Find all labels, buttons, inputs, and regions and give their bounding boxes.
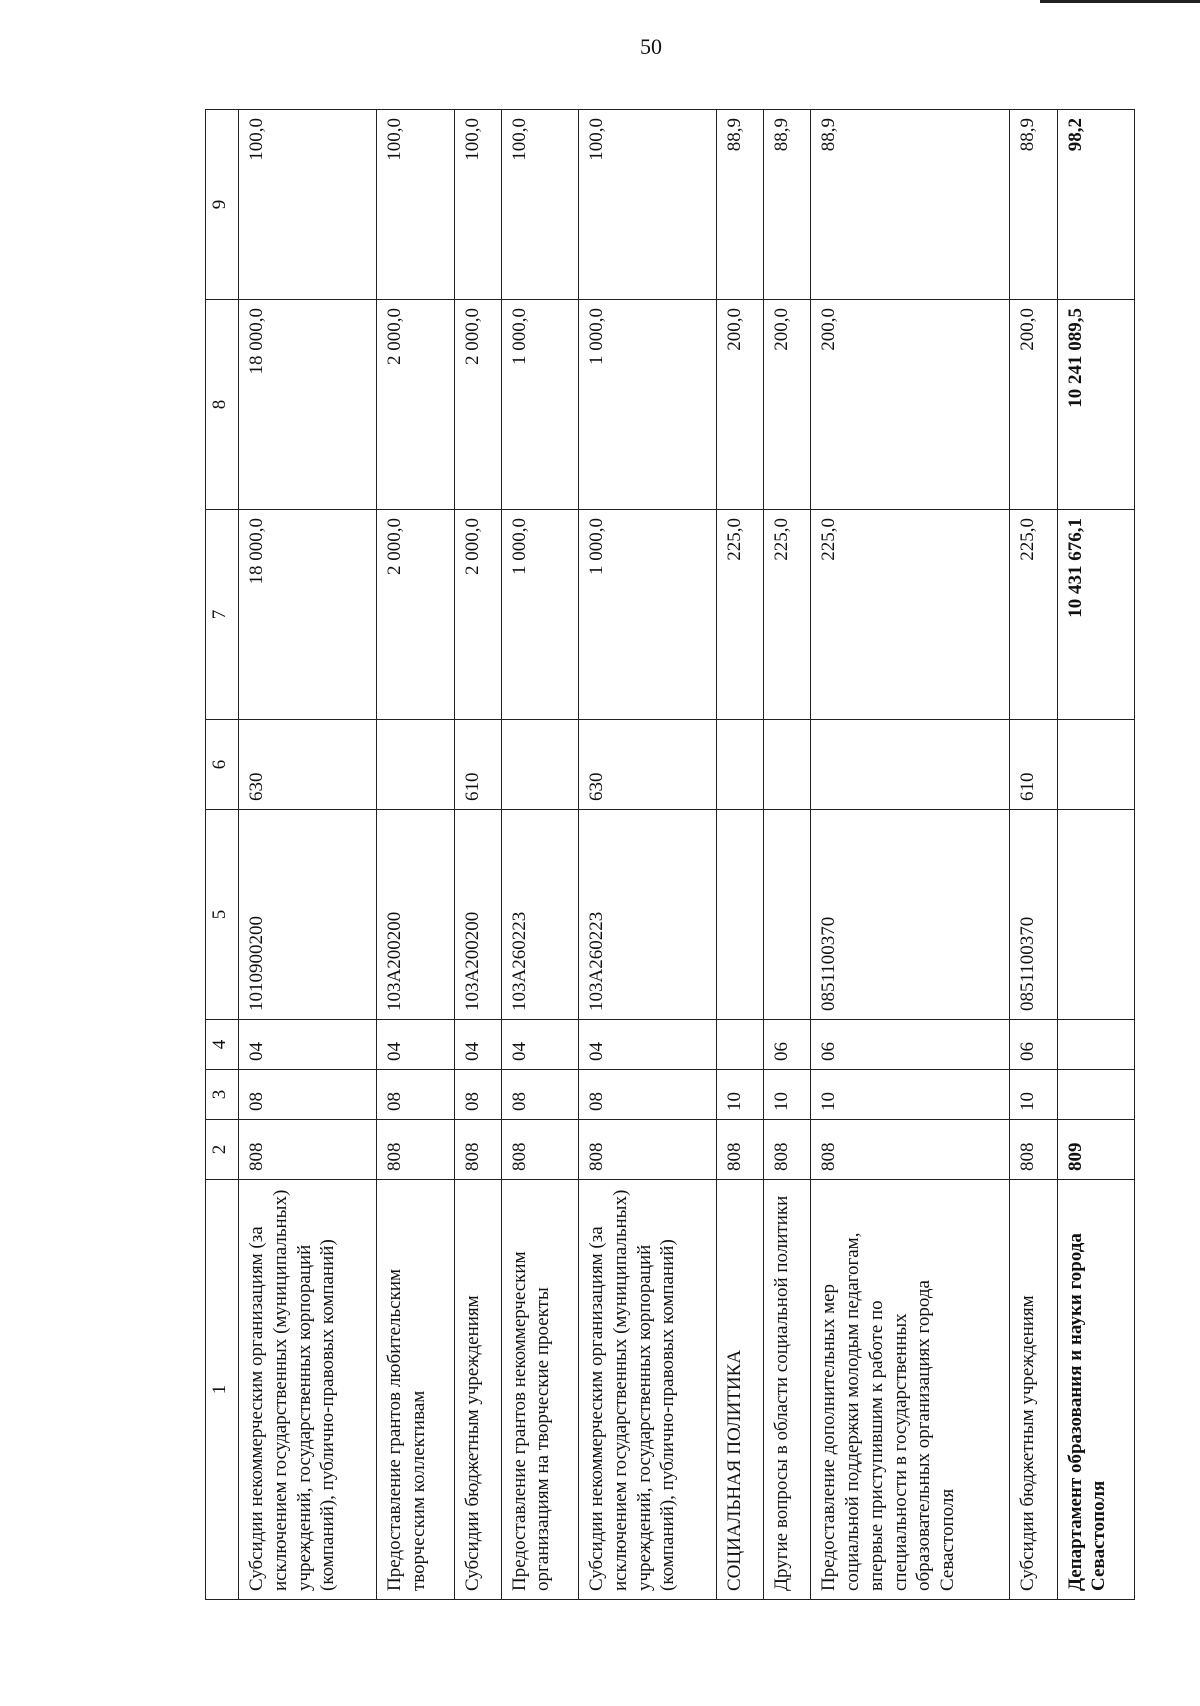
row-name: СОЦИАЛЬНАЯ ПОЛИТИКА <box>717 1180 764 1600</box>
table-row <box>454 110 501 1600</box>
cell-ministry: 809 <box>1057 1120 1135 1180</box>
cell-planned: 225,0 <box>764 510 811 720</box>
cell-ministry: 808 <box>239 1120 377 1180</box>
cell-executed: 200,0 <box>811 300 1010 510</box>
cell-section: 08 <box>579 1070 717 1120</box>
cell-subsection: 06 <box>1010 1020 1057 1070</box>
header-col-9: 9 <box>206 110 239 300</box>
table-row <box>377 110 454 1600</box>
cell-percent: 88,9 <box>1010 110 1057 300</box>
cell-expense-type: 630 <box>579 720 717 810</box>
cell-percent: 88,9 <box>764 110 811 300</box>
cell-ministry: 808 <box>764 1120 811 1180</box>
cell-subsection: 04 <box>377 1020 454 1070</box>
cell-ministry: 808 <box>811 1120 1010 1180</box>
row-name: Другие вопросы в области социальной политики <box>764 1180 811 1600</box>
cell-planned: 2 000,0 <box>377 510 454 720</box>
cell-planned: 10 431 676,1 <box>1057 510 1135 720</box>
cell-expense-type: 610 <box>454 720 501 810</box>
cell-percent: 98,2 <box>1057 110 1135 300</box>
cell-target-article: 0851100370 <box>1010 810 1057 1020</box>
header-col-5: 5 <box>206 810 239 1020</box>
cell-subsection: 04 <box>501 1020 578 1070</box>
table-row-total <box>1057 110 1135 1600</box>
header-col-6: 6 <box>206 720 239 810</box>
cell-expense-type <box>717 720 764 810</box>
cell-percent: 88,9 <box>717 110 764 300</box>
cell-section: 08 <box>501 1070 578 1120</box>
cell-executed: 2 000,0 <box>454 300 501 510</box>
cell-expense-type <box>501 720 578 810</box>
table-row <box>579 110 717 1600</box>
cell-executed: 1 000,0 <box>501 300 578 510</box>
table-row <box>239 110 377 1600</box>
cell-planned: 225,0 <box>811 510 1010 720</box>
cell-subsection <box>717 1020 764 1070</box>
cell-target-article: 103А200200 <box>377 810 454 1020</box>
header-col-8: 8 <box>206 300 239 510</box>
cell-subsection: 04 <box>579 1020 717 1070</box>
cell-subsection: 04 <box>239 1020 377 1070</box>
scan-edge-mark <box>1040 0 1200 3</box>
cell-ministry: 808 <box>501 1120 578 1180</box>
page-number: 50 <box>640 34 662 59</box>
cell-expense-type <box>377 720 454 810</box>
cell-subsection <box>1057 1020 1135 1070</box>
cell-executed: 200,0 <box>1010 300 1057 510</box>
table-row <box>1010 110 1057 1600</box>
cell-ministry: 808 <box>579 1120 717 1180</box>
row-name: Субсидии бюджетным учреждениям <box>1010 1180 1057 1600</box>
cell-target-article: 103А260223 <box>501 810 578 1020</box>
table-row <box>717 110 764 1600</box>
cell-section: 10 <box>764 1070 811 1120</box>
cell-executed: 10 241 089,5 <box>1057 300 1135 510</box>
cell-planned: 225,0 <box>1010 510 1057 720</box>
cell-section <box>1057 1070 1135 1120</box>
row-name: Предоставление дополнительных мер социальной поддержки молодым педагогам, впервые приступившим к работе по специальности в государственных образовательных организациях города Севастополя <box>811 1180 1010 1600</box>
table-row <box>501 110 578 1600</box>
cell-expense-type <box>764 720 811 810</box>
cell-target-article: 0851100370 <box>811 810 1010 1020</box>
cell-percent: 100,0 <box>377 110 454 300</box>
row-name: Субсидии некоммерческим организациям (за исключением государственных (муниципальных) учреждений, государственных корпораций (компаний), публично-правовых компаний) <box>239 1180 377 1600</box>
cell-expense-type: 630 <box>239 720 377 810</box>
cell-target-article <box>717 810 764 1020</box>
cell-executed: 18 000,0 <box>239 300 377 510</box>
cell-section: 10 <box>811 1070 1010 1120</box>
cell-executed: 200,0 <box>764 300 811 510</box>
cell-executed: 1 000,0 <box>579 300 717 510</box>
cell-percent: 100,0 <box>579 110 717 300</box>
cell-ministry: 808 <box>717 1120 764 1180</box>
cell-percent: 100,0 <box>239 110 377 300</box>
cell-percent: 100,0 <box>501 110 578 300</box>
cell-target-article: 103А200200 <box>454 810 501 1020</box>
cell-percent: 88,9 <box>811 110 1010 300</box>
row-name: Департамент образования и науки города Севастополя <box>1057 1180 1135 1600</box>
table-row <box>811 110 1010 1600</box>
row-name: Субсидии некоммерческим организациям (за исключением государственных (муниципальных) учреждений, государственных корпораций (компаний), публично-правовых компаний) <box>579 1180 717 1600</box>
cell-section: 10 <box>1010 1070 1057 1120</box>
header-col-3: 3 <box>206 1070 239 1120</box>
cell-subsection: 06 <box>764 1020 811 1070</box>
cell-planned: 2 000,0 <box>454 510 501 720</box>
cell-target-article: 1010900200 <box>239 810 377 1020</box>
cell-target-article <box>1057 810 1135 1020</box>
cell-percent: 100,0 <box>454 110 501 300</box>
header-col-1: 1 <box>206 1180 239 1600</box>
cell-section: 08 <box>377 1070 454 1120</box>
header-col-4: 4 <box>206 1020 239 1070</box>
cell-ministry: 808 <box>454 1120 501 1180</box>
row-name: Предоставление грантов некоммерческим организациям на творческие проекты <box>501 1180 578 1600</box>
rotated-table-container <box>205 110 1135 1600</box>
cell-section: 08 <box>239 1070 377 1120</box>
cell-ministry: 808 <box>1010 1120 1057 1180</box>
cell-expense-type: 610 <box>1010 720 1057 810</box>
row-name: Субсидии бюджетным учреждениям <box>454 1180 501 1600</box>
cell-executed: 200,0 <box>717 300 764 510</box>
budget-table <box>205 109 1135 1600</box>
header-row <box>206 110 239 1600</box>
cell-section: 08 <box>454 1070 501 1120</box>
header-col-7: 7 <box>206 510 239 720</box>
cell-planned: 1 000,0 <box>579 510 717 720</box>
cell-subsection: 06 <box>811 1020 1010 1070</box>
cell-target-article <box>764 810 811 1020</box>
row-name: Предоставление грантов любительским творческим коллективам <box>377 1180 454 1600</box>
table-row <box>764 110 811 1600</box>
cell-expense-type <box>811 720 1010 810</box>
cell-planned: 225,0 <box>717 510 764 720</box>
cell-planned: 1 000,0 <box>501 510 578 720</box>
cell-executed: 2 000,0 <box>377 300 454 510</box>
cell-planned: 18 000,0 <box>239 510 377 720</box>
cell-subsection: 04 <box>454 1020 501 1070</box>
header-col-2: 2 <box>206 1120 239 1180</box>
cell-ministry: 808 <box>377 1120 454 1180</box>
cell-section: 10 <box>717 1070 764 1120</box>
cell-target-article: 103А260223 <box>579 810 717 1020</box>
cell-expense-type <box>1057 720 1135 810</box>
